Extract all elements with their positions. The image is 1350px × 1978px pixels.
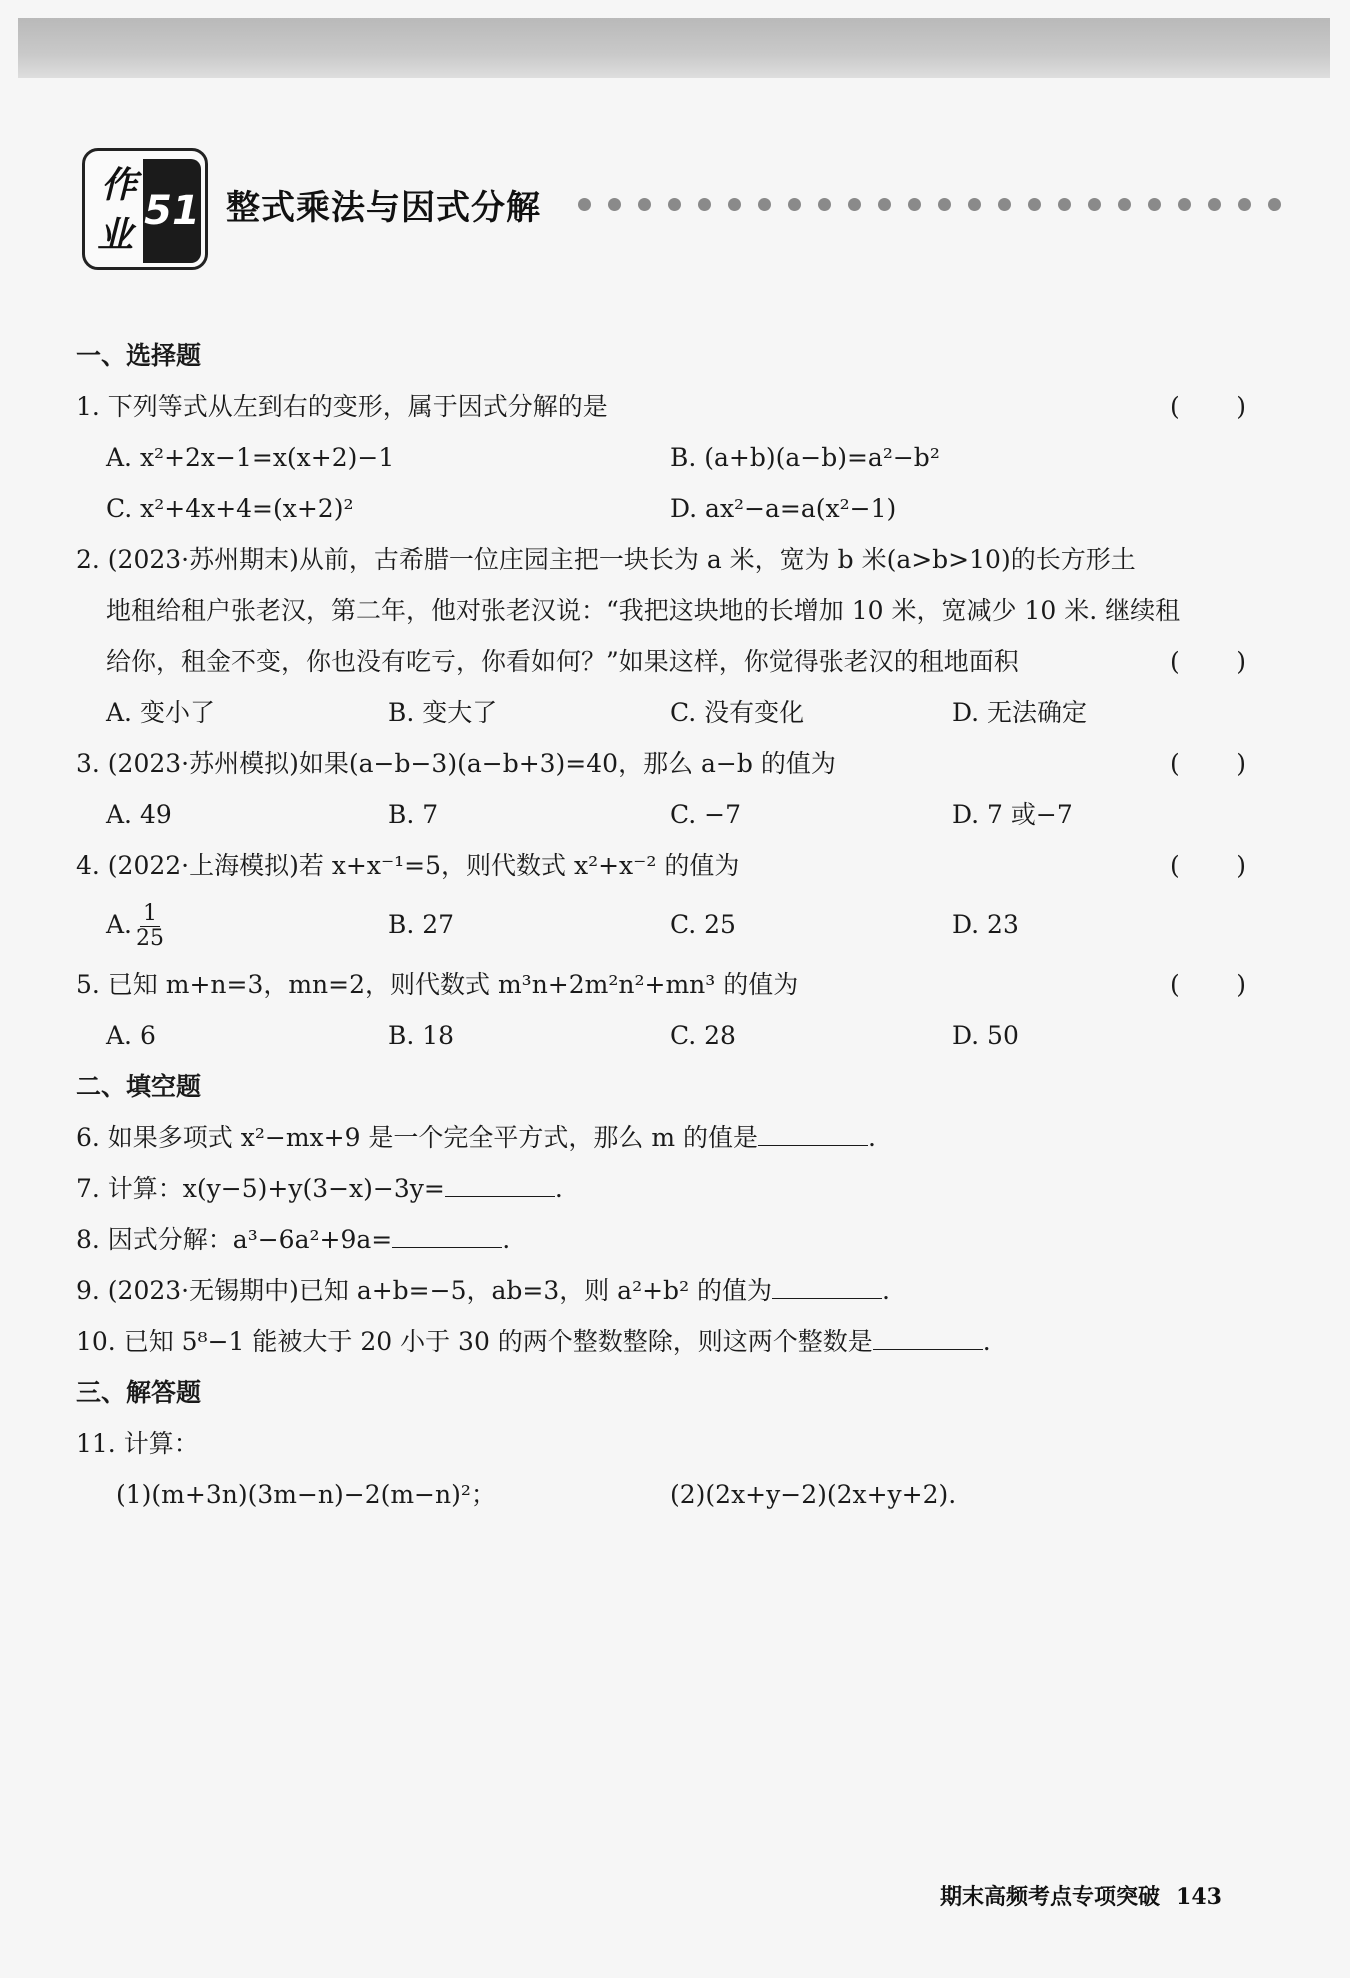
option-b: B. (a+b)(a−b)=a²−b² — [670, 443, 940, 472]
question-text: 2. (2023·苏州期末)从前，古希腊一位庄园主把一块长为 a 米，宽为 b 米(a>b>10)的长方形土 — [76, 545, 1136, 574]
option-d: D. 无法确定 — [952, 698, 1088, 727]
question-10: 10. 已知 5⁸−1 能被大于 20 小于 30 的两个整数整除，则这两个整数是 . — [76, 1316, 1246, 1367]
option-b: B. 7 — [388, 800, 439, 829]
option-c: C. −7 — [670, 800, 741, 829]
question-text: 给你，租金不变，你也没有吃亏，你看如何？”如果这样，你觉得张老汉的租地面积 — [106, 647, 1019, 676]
answer-bracket: ( ) — [1170, 392, 1246, 421]
part-2: (2)(2x+y−2)(2x+y+2). — [670, 1480, 957, 1509]
question-text: 1. 下列等式从左到右的变形，属于因式分解的是 — [76, 392, 608, 421]
question-7: 7. 计算：x(y−5)+y(3−x)−3y= . — [76, 1163, 1246, 1214]
page-number: 143 — [1176, 1884, 1222, 1910]
options-row — [76, 432, 1246, 483]
answer-blank[interactable] — [392, 1221, 502, 1248]
badge-top-char: 作 — [101, 165, 138, 206]
question-5 — [76, 959, 1246, 1010]
badge-number: 51 — [143, 159, 201, 263]
question-11: 11. 计算： — [76, 1429, 199, 1458]
option-d: D. 23 — [952, 910, 1019, 939]
answer-blank[interactable] — [873, 1323, 983, 1350]
answer-bracket: ( ) — [1170, 970, 1246, 999]
option-a: A. x²+2x−1=x(x+2)−1 — [106, 443, 395, 472]
question-3 — [76, 738, 1246, 789]
page-footer — [940, 1880, 1222, 1911]
question-9: 9. (2023·无锡期中)已知 a+b=−5，ab=3，则 a²+b² 的值为 . — [76, 1265, 1246, 1316]
option-c: C. 25 — [670, 910, 736, 939]
option-c: C. 28 — [670, 1021, 736, 1050]
section-heading: 三、解答题 — [76, 1378, 202, 1407]
options-row — [76, 789, 1246, 840]
option-d: D. 50 — [952, 1021, 1019, 1050]
question-text: 地租给租户张老汉，第二年，他对张老汉说：“我把这块地的长增加 10 米，宽减少 10 米. 继续租 — [106, 596, 1181, 625]
answer-bracket: ( ) — [1170, 749, 1246, 778]
question-6: 6. 如果多项式 x²−mx+9 是一个完全平方式，那么 m 的值是 . — [76, 1112, 1246, 1163]
option-a: A. 6 — [106, 1021, 156, 1050]
options-row — [76, 483, 1246, 534]
options-row — [76, 1010, 1246, 1061]
option-a: A. 变小了 — [106, 698, 215, 727]
answer-blank[interactable] — [772, 1272, 882, 1299]
footer-text: 期末高频考点专项突破 — [940, 1885, 1161, 1910]
exercise-content — [76, 330, 1246, 1520]
option-b: B. 27 — [388, 910, 455, 939]
answer-bracket: ( ) — [1170, 647, 1246, 676]
calculation-parts — [76, 1469, 1246, 1520]
question-2 — [76, 534, 1246, 585]
options-row — [76, 891, 1246, 959]
section-heading: 二、填空题 — [76, 1072, 202, 1101]
question-1 — [76, 381, 1246, 432]
question-text: 3. (2023·苏州模拟)如果(a−b−3)(a−b+3)=40，那么 a−b 的值为 — [76, 749, 836, 778]
badge-bottom-char: 业 — [97, 215, 134, 256]
option-c: C. x²+4x+4=(x+2)² — [106, 494, 354, 523]
option-c: C. 没有变化 — [670, 698, 805, 727]
question-text: 5. 已知 m+n=3，mn=2，则代数式 m³n+2m²n²+mn³ 的值为 — [76, 970, 799, 999]
question-text: 4. (2022·上海模拟)若 x+x⁻¹=5，则代数式 x²+x⁻² 的值为 — [76, 851, 740, 880]
options-row — [76, 687, 1246, 738]
answer-blank[interactable] — [445, 1170, 555, 1197]
option-a: A. $\frac{1}{25}$ — [106, 901, 165, 951]
assignment-badge — [82, 148, 208, 270]
question-8: 8. 因式分解：a³−6a²+9a= . — [76, 1214, 1246, 1265]
part-1: (1)(m+3n)(3m−n)−2(m−n)²； — [116, 1480, 496, 1509]
question-2-cont — [76, 636, 1246, 687]
question-4 — [76, 840, 1246, 891]
question-2-cont — [76, 585, 1246, 636]
option-d: D. ax²−a=a(x²−1) — [670, 494, 897, 523]
page-title: 整式乘法与因式分解 — [226, 188, 541, 228]
answer-bracket: ( ) — [1170, 851, 1246, 880]
fraction: $\frac{1}{25}$ — [136, 901, 165, 951]
option-d: D. 7 或−7 — [952, 800, 1073, 829]
option-a: A. 49 — [106, 800, 172, 829]
top-band — [18, 18, 1330, 78]
option-b: B. 18 — [388, 1021, 455, 1050]
title-dot-leader — [578, 198, 1330, 216]
section-heading: 一、选择题 — [76, 341, 202, 370]
answer-blank[interactable] — [758, 1119, 868, 1146]
option-b: B. 变大了 — [388, 698, 498, 727]
